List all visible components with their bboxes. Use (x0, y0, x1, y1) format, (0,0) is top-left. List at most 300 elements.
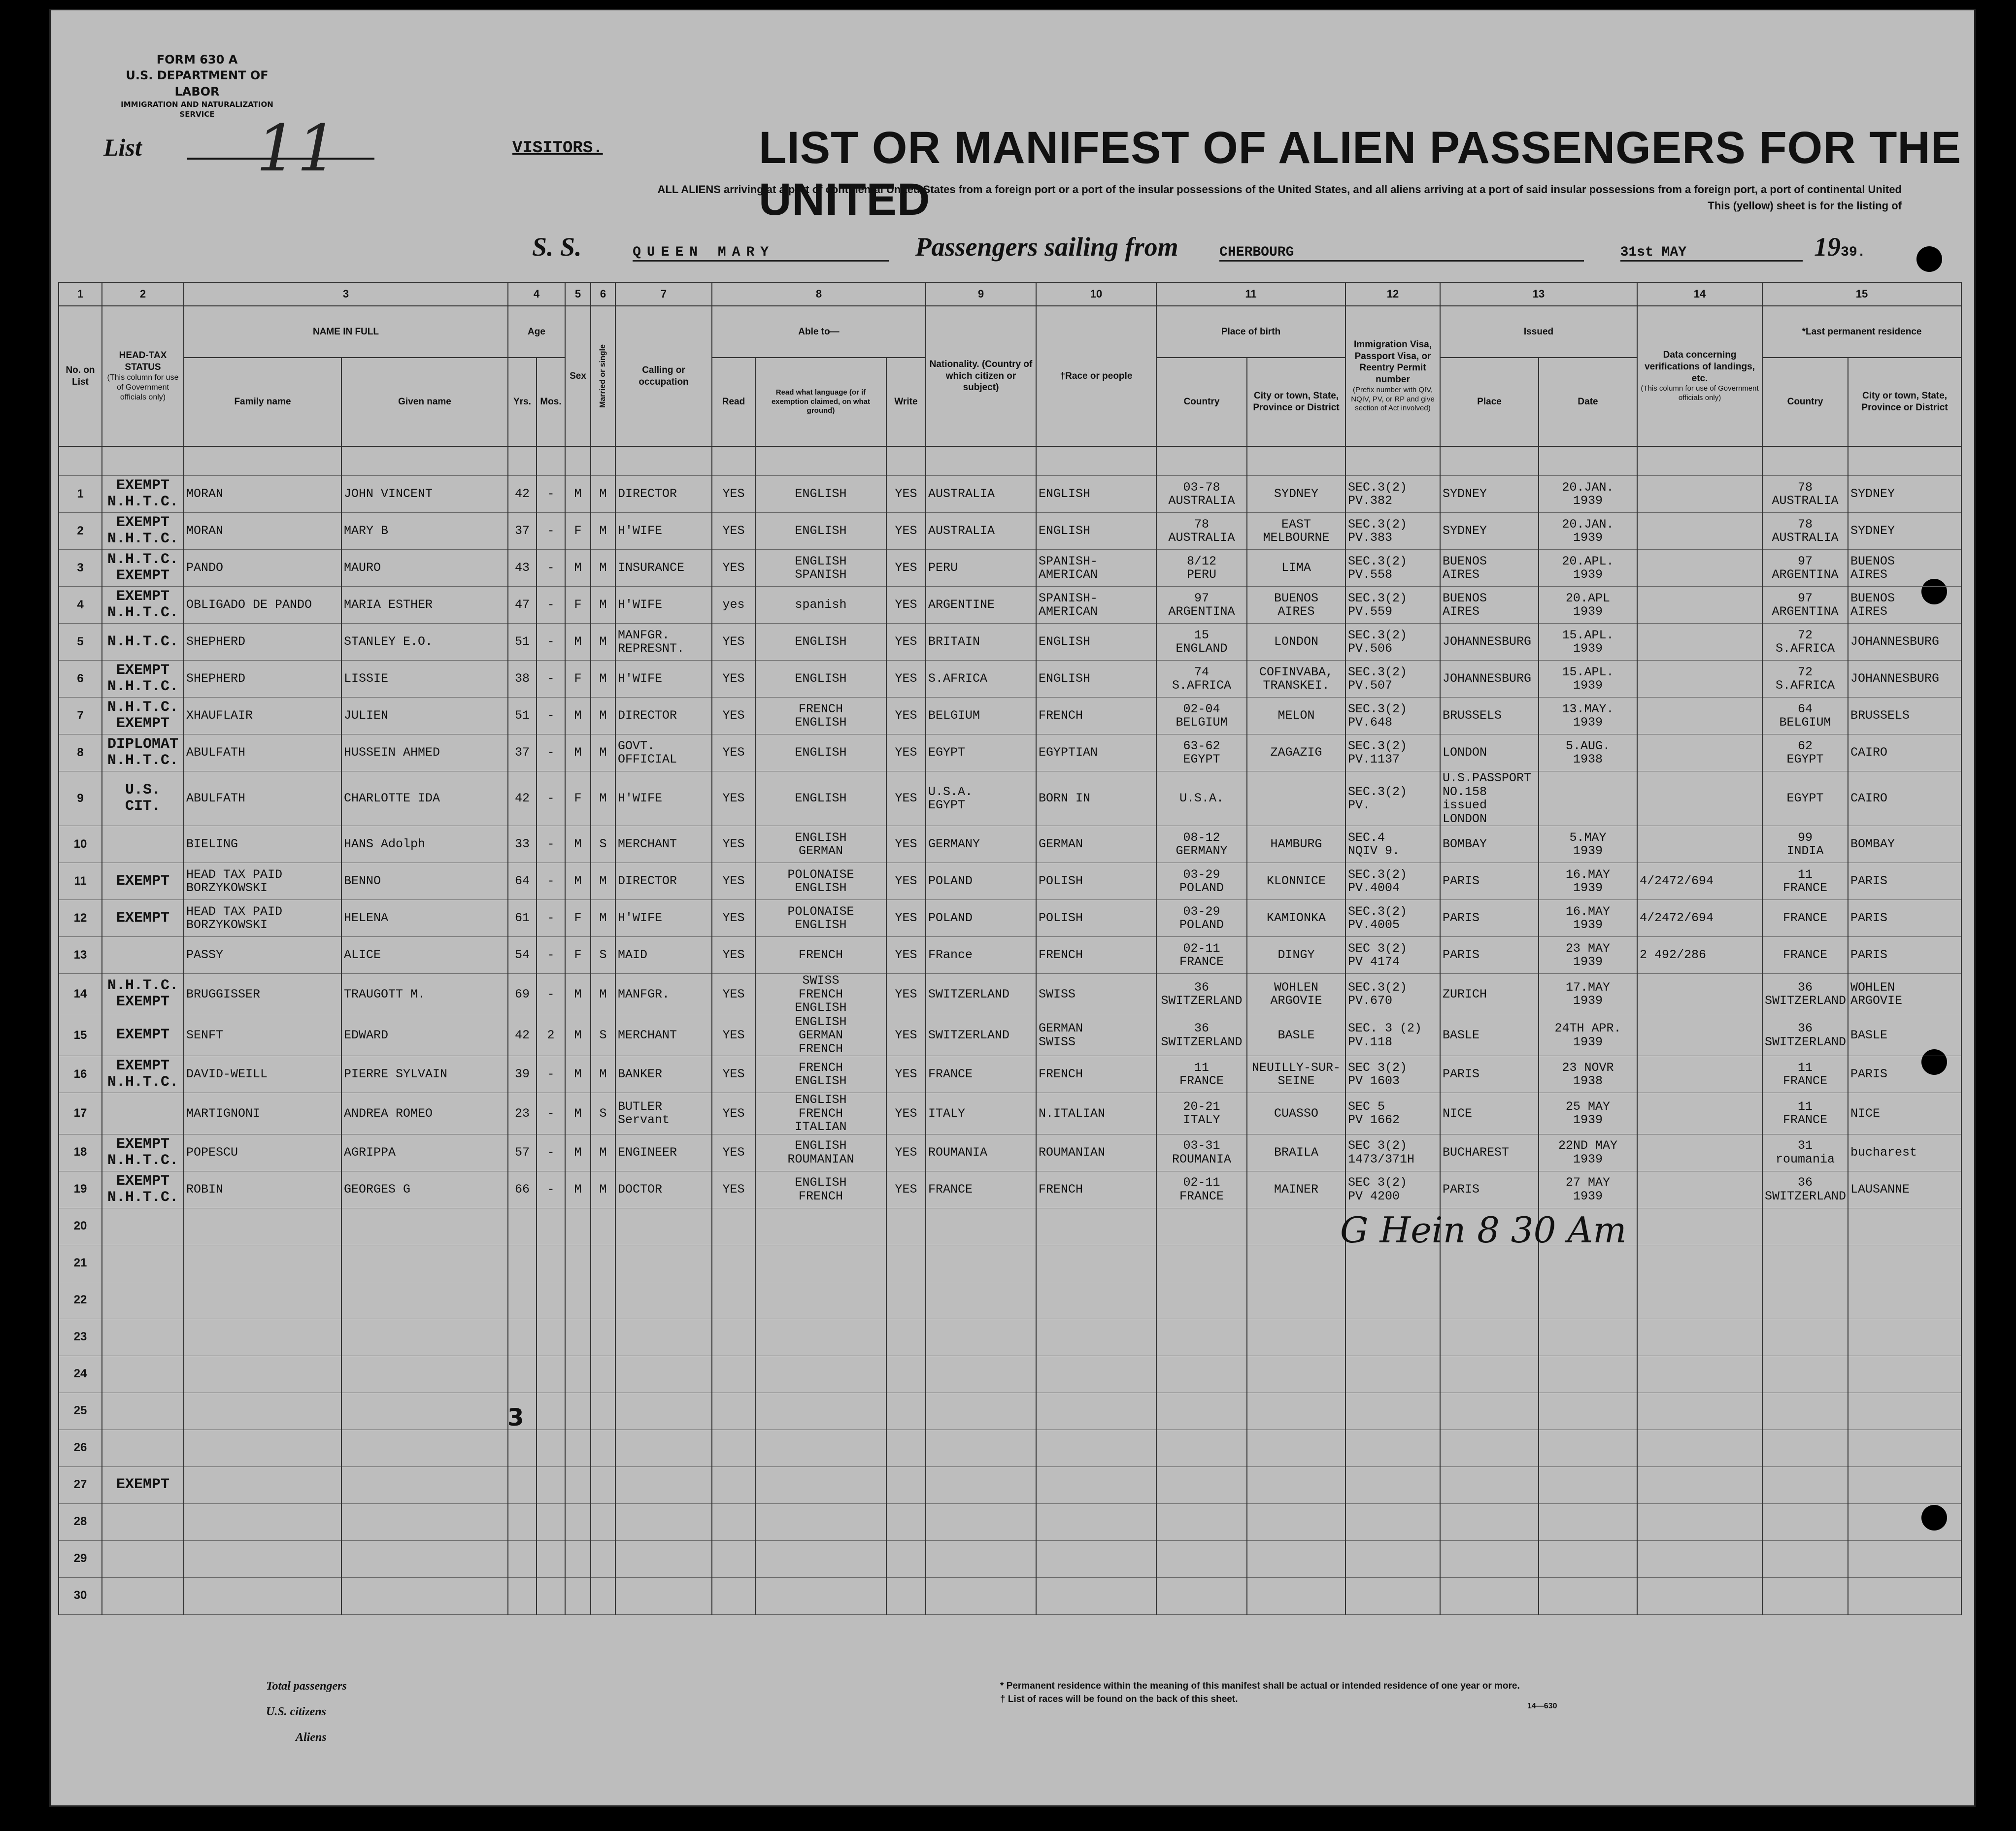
head-tax-status: EXEMPT N.H.T.C. (102, 1134, 184, 1171)
table-row (59, 587, 1961, 624)
residence-country: 64 BELGIUM (1762, 698, 1848, 734)
age-years: 54 (508, 937, 537, 974)
row-number: 15 (59, 1015, 102, 1056)
row-number: 5 (59, 624, 102, 661)
sailing-date: 31st MAY (1620, 245, 1803, 262)
race (1036, 1319, 1156, 1356)
age-years: 57 (508, 1134, 537, 1171)
birth-country (1156, 1282, 1247, 1319)
header-write: Write (886, 358, 926, 446)
age-months: - (537, 698, 565, 734)
marital-status (591, 1356, 615, 1393)
can-write: YES (886, 624, 926, 661)
age-months: - (537, 513, 565, 550)
table-row (59, 1577, 1961, 1614)
languages: FRENCH (755, 937, 886, 974)
given-name: EDWARD (341, 1015, 508, 1056)
issue-date (1539, 1282, 1637, 1319)
column-number: 13 (1440, 282, 1637, 306)
nationality: ARGENTINE (926, 587, 1036, 624)
header-name-in-full: NAME IN FULL (184, 306, 508, 358)
table-row (59, 734, 1961, 771)
sex: F (565, 513, 591, 550)
age-years (508, 1319, 537, 1356)
birth-city: LIMA (1247, 550, 1345, 587)
form-code: 14—630 (1527, 1702, 1557, 1710)
issue-place: BOMBAY (1440, 826, 1539, 863)
visa-number: SEC.3(2) PV.558 (1345, 550, 1440, 587)
marital-status: S (591, 1093, 615, 1134)
marital-status (591, 1319, 615, 1356)
birth-country: 02-11 FRANCE (1156, 937, 1247, 974)
residence-city (1848, 1356, 1961, 1393)
can-write: YES (886, 900, 926, 937)
header-res-country: Country (1762, 358, 1848, 446)
header-read: Read (712, 358, 755, 446)
head-tax-status: EXEMPT N.H.T.C. (102, 1171, 184, 1208)
verification (1637, 476, 1762, 513)
residence-city (1848, 1466, 1961, 1503)
nationality: S.AFRICA (926, 661, 1036, 698)
residence-city: PARIS (1848, 900, 1961, 937)
given-name: MAURO (341, 550, 508, 587)
can-read: YES (712, 550, 755, 587)
family-name (184, 1245, 341, 1282)
race: ENGLISH (1036, 624, 1156, 661)
visa-number: SEC.3(2) PV.648 (1345, 698, 1440, 734)
handwritten-mark: 3 (507, 1404, 524, 1432)
instructions (438, 181, 1902, 214)
age-years (508, 1540, 537, 1577)
visa-number (1345, 1282, 1440, 1319)
birth-country: 02-04 BELGIUM (1156, 698, 1247, 734)
table-row (59, 771, 1961, 826)
race: GERMAN SWISS (1036, 1015, 1156, 1056)
head-tax-status (102, 1393, 184, 1430)
head-tax-status (102, 1430, 184, 1466)
row-number: 1 (59, 476, 102, 513)
nationality: POLAND (926, 900, 1036, 937)
occupation (615, 1245, 712, 1282)
residence-city (1848, 1393, 1961, 1430)
occupation: H'WIFE (615, 900, 712, 937)
year-suffix: 39. (1841, 245, 1866, 260)
birth-country: 02-11 FRANCE (1156, 1171, 1247, 1208)
family-name (184, 1393, 341, 1430)
family-name (184, 1208, 341, 1245)
languages: ENGLISH (755, 624, 886, 661)
table-row (59, 1430, 1961, 1466)
row-number: 25 (59, 1393, 102, 1430)
issue-date (1539, 1577, 1637, 1614)
form-line-2: U.S. DEPARTMENT OF LABOR (126, 68, 269, 99)
occupation: H'WIFE (615, 771, 712, 826)
table-row (59, 661, 1961, 698)
issue-date: 20.JAN. 1939 (1539, 476, 1637, 513)
race: SPANISH- AMERICAN (1036, 587, 1156, 624)
race: SPANISH- AMERICAN (1036, 550, 1156, 587)
row-number: 8 (59, 734, 102, 771)
age-months: - (537, 1171, 565, 1208)
issue-date: 13.MAY. 1939 (1539, 698, 1637, 734)
marital-status: M (591, 863, 615, 900)
sex: M (565, 1015, 591, 1056)
head-tax-status: N.H.T.C. (102, 624, 184, 661)
aliens-label: Aliens (296, 1731, 327, 1744)
birth-country: 08-12 GERMANY (1156, 826, 1247, 863)
languages: POLONAISE ENGLISH (755, 863, 886, 900)
occupation: MANFGR. (615, 974, 712, 1015)
nationality (926, 1503, 1036, 1540)
residence-city: CAIRO (1848, 771, 1961, 826)
sex (565, 1393, 591, 1430)
age-months (537, 1282, 565, 1319)
residence-country: 72 S.AFRICA (1762, 661, 1848, 698)
issue-date: 20.APL 1939 (1539, 587, 1637, 624)
can-write: YES (886, 550, 926, 587)
can-write: YES (886, 974, 926, 1015)
residence-country: 78 AUSTRALIA (1762, 476, 1848, 513)
can-write (886, 1577, 926, 1614)
verification (1637, 1208, 1762, 1245)
birth-country: 63-62 EGYPT (1156, 734, 1247, 771)
can-write (886, 1245, 926, 1282)
birth-country: 03-78 AUSTRALIA (1156, 476, 1247, 513)
age-months: - (537, 587, 565, 624)
languages: ENGLISH ROUMANIAN (755, 1134, 886, 1171)
sex (565, 1466, 591, 1503)
table-row (59, 863, 1961, 900)
verification (1637, 1171, 1762, 1208)
sex: F (565, 587, 591, 624)
us-citizens-label: U.S. citizens (266, 1705, 327, 1718)
family-name (184, 1356, 341, 1393)
birth-city: EAST MELBOURNE (1247, 513, 1345, 550)
column-number: 5 (565, 282, 591, 306)
occupation: GOVT. OFFICIAL (615, 734, 712, 771)
column-number: 4 (508, 282, 565, 306)
ship-name: QUEEN MARY (633, 245, 889, 262)
sex: M (565, 624, 591, 661)
sex: M (565, 1171, 591, 1208)
row-number: 27 (59, 1466, 102, 1503)
age-months: - (537, 771, 565, 826)
head-tax-status: EXEMPT N.H.T.C. (102, 513, 184, 550)
head-tax-status (102, 1208, 184, 1245)
age-years (508, 1503, 537, 1540)
family-name: ROBIN (184, 1171, 341, 1208)
birth-city: SYDNEY (1247, 476, 1345, 513)
visa-number (1345, 1319, 1440, 1356)
header-head-tax-title: HEAD-TAX STATUS (119, 350, 167, 372)
occupation: DIRECTOR (615, 476, 712, 513)
issue-date: 27 MAY 1939 (1539, 1171, 1637, 1208)
given-name: AGRIPPA (341, 1134, 508, 1171)
race: BORN IN (1036, 771, 1156, 826)
can-read: YES (712, 771, 755, 826)
verification: 4/2472/694 (1637, 863, 1762, 900)
residence-city: PARIS (1848, 863, 1961, 900)
issue-place: JOHANNESBURG (1440, 624, 1539, 661)
verification (1637, 624, 1762, 661)
can-write (886, 1503, 926, 1540)
occupation (615, 1356, 712, 1393)
birth-city (1247, 1466, 1345, 1503)
row-number: 26 (59, 1430, 102, 1466)
age-months: - (537, 863, 565, 900)
issue-date (1539, 1503, 1637, 1540)
row-number: 3 (59, 550, 102, 587)
sex: M (565, 476, 591, 513)
birth-city (1247, 1577, 1345, 1614)
birth-city (1247, 1319, 1345, 1356)
header-age: Age (508, 306, 565, 358)
total-passengers-label: Total passengers (266, 1680, 347, 1693)
can-read: YES (712, 826, 755, 863)
header-visa-title: Immigration Visa, Passport Visa, or Reentry Permit number (1354, 339, 1432, 385)
sex: F (565, 900, 591, 937)
sex: F (565, 937, 591, 974)
age-months (537, 1466, 565, 1503)
visa-number (1345, 1393, 1440, 1430)
issue-place: PARIS (1440, 1056, 1539, 1093)
occupation: INSURANCE (615, 550, 712, 587)
marital-status: M (591, 476, 615, 513)
verification (1637, 1540, 1762, 1577)
languages (755, 1430, 886, 1466)
race (1036, 1540, 1156, 1577)
race (1036, 1282, 1156, 1319)
row-number: 21 (59, 1245, 102, 1282)
occupation (615, 1282, 712, 1319)
marital-status: M (591, 1134, 615, 1171)
occupation: MANFGR. REPRESNT. (615, 624, 712, 661)
birth-country: 8/12 PERU (1156, 550, 1247, 587)
nationality: FRANCE (926, 1056, 1036, 1093)
issue-date: 24TH APR. 1939 (1539, 1015, 1637, 1056)
head-tax-status (102, 1540, 184, 1577)
header-issue-date: Date (1539, 358, 1637, 446)
verification (1637, 826, 1762, 863)
issue-place: BUENOS AIRES (1440, 550, 1539, 587)
birth-country (1156, 1319, 1247, 1356)
sex (565, 1319, 591, 1356)
age-years: 38 (508, 661, 537, 698)
marital-status (591, 1577, 615, 1614)
age-years: 42 (508, 771, 537, 826)
head-tax-status: N.H.T.C. EXEMPT (102, 974, 184, 1015)
race (1036, 1466, 1156, 1503)
list-number: 11 (256, 111, 338, 186)
can-read (712, 1356, 755, 1393)
can-write: YES (886, 937, 926, 974)
residence-country: 99 INDIA (1762, 826, 1848, 863)
verification (1637, 1393, 1762, 1430)
residence-country (1762, 1319, 1848, 1356)
row-number: 28 (59, 1503, 102, 1540)
column-number-row (59, 282, 1961, 306)
given-name (341, 1503, 508, 1540)
visa-number (1345, 1356, 1440, 1393)
issue-place (1440, 1430, 1539, 1466)
occupation: DIRECTOR (615, 698, 712, 734)
sex: M (565, 974, 591, 1015)
head-tax-status: EXEMPT N.H.T.C. (102, 476, 184, 513)
nationality (926, 1319, 1036, 1356)
birth-country (1156, 1466, 1247, 1503)
languages: ENGLISH SPANISH (755, 550, 886, 587)
given-name: ANDREA ROMEO (341, 1093, 508, 1134)
nationality: ITALY (926, 1093, 1036, 1134)
given-name: HANS Adolph (341, 826, 508, 863)
languages: ENGLISH (755, 513, 886, 550)
given-name: MARIA ESTHER (341, 587, 508, 624)
list-label: List (103, 133, 142, 161)
race: N.ITALIAN (1036, 1093, 1156, 1134)
family-name: PANDO (184, 550, 341, 587)
sex: M (565, 863, 591, 900)
head-tax-status (102, 1356, 184, 1393)
residence-city: BASLE (1848, 1015, 1961, 1056)
can-read: YES (712, 661, 755, 698)
nationality: POLAND (926, 863, 1036, 900)
head-tax-status: EXEMPT (102, 1466, 184, 1503)
birth-city: HAMBURG (1247, 826, 1345, 863)
nationality: PERU (926, 550, 1036, 587)
verification (1637, 1356, 1762, 1393)
verification (1637, 734, 1762, 771)
marital-status: M (591, 974, 615, 1015)
age-years: 43 (508, 550, 537, 587)
age-months (537, 1245, 565, 1282)
birth-city: BRAILA (1247, 1134, 1345, 1171)
birth-country: 97 ARGENTINA (1156, 587, 1247, 624)
visa-number: SEC.3(2) PV.4004 (1345, 863, 1440, 900)
occupation: BANKER (615, 1056, 712, 1093)
given-name: LISSIE (341, 661, 508, 698)
can-read (712, 1319, 755, 1356)
birth-country: 03-29 POLAND (1156, 900, 1247, 937)
languages: FRENCH ENGLISH (755, 1056, 886, 1093)
race: FRENCH (1036, 937, 1156, 974)
can-write: YES (886, 1015, 926, 1056)
header-birth-city: City or town, State, Province or District (1247, 358, 1345, 446)
birth-city: KLONNICE (1247, 863, 1345, 900)
visa-number: SEC.3(2) PV. (1345, 771, 1440, 826)
occupation: MERCHANT (615, 826, 712, 863)
issue-place: ZURICH (1440, 974, 1539, 1015)
given-name (341, 1245, 508, 1282)
visa-number: SEC.3(2) PV.670 (1345, 974, 1440, 1015)
birth-city: NEUILLY-SUR- SEINE (1247, 1056, 1345, 1093)
age-years: 42 (508, 476, 537, 513)
table-row (59, 1015, 1961, 1056)
issue-place (1440, 1577, 1539, 1614)
given-name: ALICE (341, 937, 508, 974)
visa-number: SEC.3(2) PV.4005 (1345, 900, 1440, 937)
occupation: DOCTOR (615, 1171, 712, 1208)
age-months: - (537, 734, 565, 771)
sailing-label: Passengers sailing from (915, 232, 1178, 262)
can-read: YES (712, 1134, 755, 1171)
issue-date: 23 MAY 1939 (1539, 937, 1637, 974)
header-residence: *Last permanent residence (1762, 306, 1961, 358)
residence-country (1762, 1577, 1848, 1614)
marital-status: M (591, 550, 615, 587)
head-tax-status (102, 1245, 184, 1282)
head-tax-status (102, 1577, 184, 1614)
birth-city: BUENOS AIRES (1247, 587, 1345, 624)
given-name: HELENA (341, 900, 508, 937)
birth-country (1156, 1430, 1247, 1466)
can-read: YES (712, 624, 755, 661)
birth-country: 15 ENGLAND (1156, 624, 1247, 661)
marital-status (591, 1503, 615, 1540)
residence-country (1762, 1393, 1848, 1430)
age-months: 2 (537, 1015, 565, 1056)
age-years (508, 1356, 537, 1393)
visa-number: SEC. 3 (2) PV.118 (1345, 1015, 1440, 1056)
nationality: FRance (926, 937, 1036, 974)
issue-date (1539, 1466, 1637, 1503)
issue-place (1440, 1319, 1539, 1356)
issue-place (1440, 1540, 1539, 1577)
given-name (341, 1430, 508, 1466)
issue-date: 17.MAY 1939 (1539, 974, 1637, 1015)
can-read (712, 1466, 755, 1503)
can-write (886, 1208, 926, 1245)
header-res-city: City or town, State, Province or District (1848, 358, 1961, 446)
residence-country: 11 FRANCE (1762, 863, 1848, 900)
inspector-signature: G Hein 8 30 Am (1340, 1209, 1627, 1251)
issue-date (1539, 771, 1637, 826)
can-read (712, 1393, 755, 1430)
birth-country (1156, 1208, 1247, 1245)
table-row (59, 1540, 1961, 1577)
can-read: YES (712, 1171, 755, 1208)
birth-country: 20-21 ITALY (1156, 1093, 1247, 1134)
row-number: 29 (59, 1540, 102, 1577)
can-read: YES (712, 1015, 755, 1056)
column-number: 9 (926, 282, 1036, 306)
table-row (59, 1393, 1961, 1430)
can-write: YES (886, 587, 926, 624)
column-number: 8 (712, 282, 926, 306)
row-number: 2 (59, 513, 102, 550)
sex: M (565, 734, 591, 771)
can-read: YES (712, 513, 755, 550)
row-number: 6 (59, 661, 102, 698)
header-race: †Race or people (1036, 306, 1156, 446)
header-place-of-birth: Place of birth (1156, 306, 1345, 358)
header-given-name: Given name (341, 358, 508, 446)
marital-status (591, 1245, 615, 1282)
occupation: H'WIFE (615, 513, 712, 550)
can-write: YES (886, 698, 926, 734)
age-months (537, 1356, 565, 1393)
languages (755, 1577, 886, 1614)
birth-city: LONDON (1247, 624, 1345, 661)
nationality: EGYPT (926, 734, 1036, 771)
marital-status (591, 1466, 615, 1503)
header-birth-country: Country (1156, 358, 1247, 446)
can-read: YES (712, 734, 755, 771)
can-read: YES (712, 698, 755, 734)
verification (1637, 550, 1762, 587)
birth-city (1247, 1430, 1345, 1466)
age-years (508, 1245, 537, 1282)
form-identifier (103, 52, 291, 120)
